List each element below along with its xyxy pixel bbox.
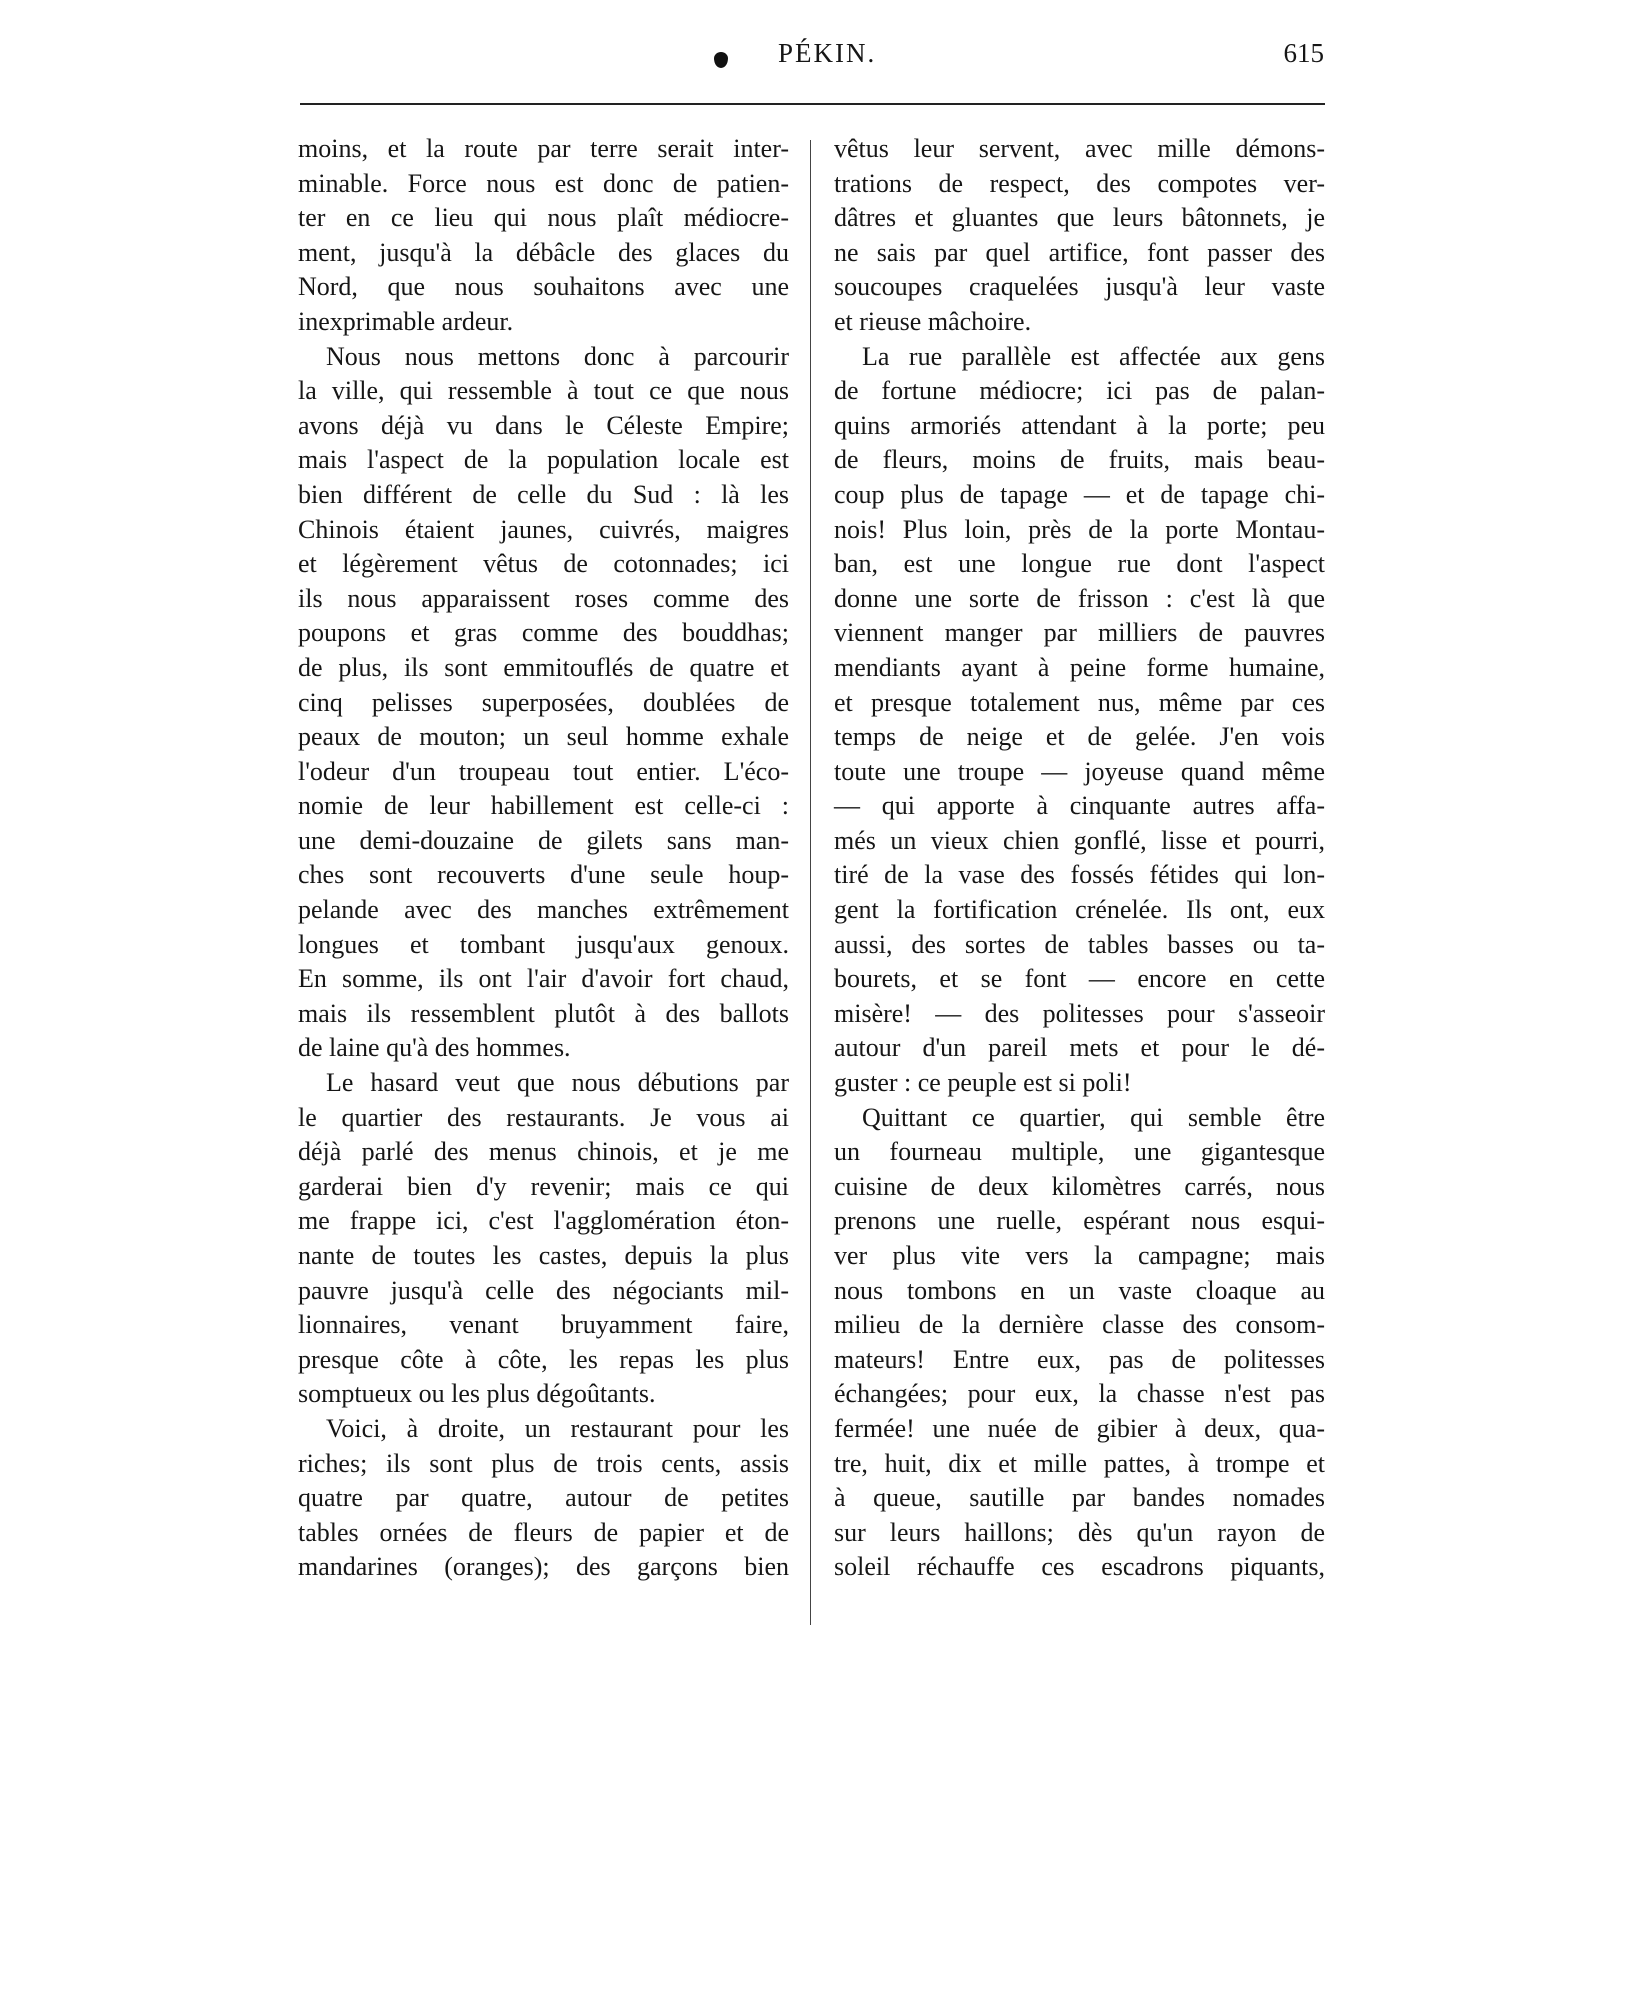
text-line: Nous nous mettons donc à parcourir [326, 341, 789, 371]
text-line: presque côte à côte, les repas les plus [298, 1344, 789, 1374]
text-line: toute une troupe — joyeuse quand même [834, 756, 1325, 786]
text-line: nous tombons en un vaste cloaque au [834, 1275, 1325, 1305]
text-line: nois! Plus loin, près de la porte Montau- [834, 514, 1325, 544]
text-line: En somme, ils ont l'air d'avoir fort chaud, [298, 964, 789, 994]
text-line: viennent manger par milliers de pauvres [834, 618, 1325, 648]
text-line: ter en ce lieu qui nous plaît médiocre- [298, 203, 789, 233]
text-line: pauvre jusqu'à celle des négociants mil- [298, 1275, 789, 1305]
left-column [298, 132, 789, 1585]
text-line: de laine qu'à des hommes. [298, 1033, 571, 1063]
running-title: PÉKIN. [778, 38, 877, 68]
text-line: un fourneau multiple, une gigantesque [834, 1137, 1325, 1167]
text-line: la ville, qui ressemble à tout ce que nous [298, 376, 789, 406]
text-line: ne sais par quel artifice, font passer des [834, 237, 1325, 267]
text-line: Chinois étaient jaunes, cuivrés, maigres [298, 514, 789, 544]
text-line: mais ils ressemblent plutôt à des ballots [298, 998, 789, 1028]
text-line: l'odeur d'un troupeau tout entier. L'éco- [298, 756, 789, 786]
text-line: ment, jusqu'à la débâcle des glaces du [298, 237, 789, 267]
text-line: trations de respect, des compotes ver- [834, 168, 1325, 198]
text-line: de fleurs, moins de fruits, mais beau- [834, 445, 1325, 475]
text-line: de plus, ils sont emmitouflés de quatre et [298, 652, 789, 682]
text-line: peaux de mouton; un seul homme exhale [298, 722, 789, 752]
text-line: aussi, des sortes de tables basses ou ta- [834, 929, 1325, 959]
text-line: bien différent de celle du Sud : là les [298, 479, 789, 509]
text-line: Nord, que nous souhaitons avec une [298, 272, 789, 302]
text-line: cuisine de deux kilomètres carrés, nous [834, 1171, 1325, 1201]
text-line: temps de neige et de gelée. J'en vois [834, 722, 1325, 752]
text-line: et légèrement vêtus de cotonnades; ici [298, 549, 789, 579]
text-line: soucoupes craquelées jusqu'à leur vaste [834, 272, 1325, 302]
text-line: Le hasard veut que nous débutions par [326, 1068, 789, 1098]
text-line: dâtres et gluantes que leurs bâtonnets, je [834, 203, 1325, 233]
text-line: pelande avec des manches extrêmement [298, 895, 789, 925]
text-line: me frappe ici, c'est l'agglomération éton- [298, 1206, 789, 1236]
right-column [834, 132, 1325, 1585]
text-line: quatre par quatre, autour de petites [298, 1483, 789, 1513]
text-line: sur leurs haillons; dès qu'un rayon de [834, 1517, 1325, 1547]
text-line: bourets, et se font — encore en cette [834, 964, 1325, 994]
text-line: avons déjà vu dans le Céleste Empire; [298, 410, 789, 440]
text-line: mandarines (oranges); des garçons bien [298, 1552, 789, 1582]
text-line: més un vieux chien gonflé, lisse et pourri, [834, 825, 1325, 855]
text-line: La rue parallèle est affectée aux gens [862, 341, 1325, 371]
text-line: et rieuse mâchoire. [834, 306, 1032, 336]
text-line: le quartier des restaurants. Je vous ai [298, 1102, 789, 1132]
text-line: ban, est une longue rue dont l'aspect [834, 549, 1325, 579]
text-line: de fortune médiocre; ici pas de palan- [834, 376, 1325, 406]
paragraph [298, 1066, 789, 1412]
text-line: tiré de la vase des fossés fétides qui lon- [834, 860, 1325, 890]
text-line: ver plus vite vers la campagne; mais [834, 1241, 1325, 1270]
text-line: ils nous apparaissent roses comme des [298, 583, 789, 613]
text-line: lionnaires, venant bruyamment faire, [298, 1310, 789, 1340]
text-line: quins armoriés attendant à la porte; peu [834, 410, 1325, 440]
paragraph [834, 1101, 1325, 1585]
text-line: coup plus de tapage — et de tapage chi- [834, 479, 1325, 509]
paragraph [834, 132, 1325, 340]
text-line: une demi-douzaine de gilets sans man- [298, 825, 789, 855]
text-line: autour d'un pareil mets et pour le dé- [834, 1033, 1325, 1063]
text-line: soleil réchauffe ces escadrons piquants, [834, 1552, 1325, 1582]
text-line: prenons une ruelle, espérant nous esqui- [834, 1206, 1325, 1236]
text-line: — qui apporte à cinquante autres affa- [834, 791, 1325, 821]
text-line: cinq pelisses superposées, doublées de [298, 687, 789, 717]
text-line: mais l'aspect de la population locale est [298, 445, 789, 475]
text-line: gent la fortification crénelée. Ils ont, eux [834, 895, 1325, 925]
text-line: Quittant ce quartier, qui semble être [862, 1102, 1325, 1132]
text-line: échangées; pour eux, la chasse n'est pas [834, 1379, 1325, 1409]
text-line: et presque totalement nus, même par ces [834, 687, 1325, 717]
header-ornament-bullet [714, 52, 728, 68]
paragraph [298, 340, 789, 1066]
text-line: Voici, à droite, un restaurant pour les [326, 1413, 789, 1443]
text-line: inexprimable ardeur. [298, 306, 514, 336]
text-line: minable. Force nous est donc de patien- [298, 168, 789, 198]
text-line: mendiants ayant à peine forme humaine, [834, 652, 1325, 682]
paragraph [834, 340, 1325, 1101]
text-line: donne une sorte de frisson : c'est là que [834, 583, 1325, 613]
text-line: à queue, sautille par bandes nomades [834, 1483, 1325, 1513]
text-line: mateurs! Entre eux, pas de politesses [834, 1344, 1325, 1374]
column-divider [810, 140, 811, 1625]
paragraph [298, 1412, 789, 1585]
text-line: somptueux ou les plus dégoûtants. [298, 1379, 656, 1409]
text-line: longues et tombant jusqu'aux genoux. [298, 929, 789, 959]
text-line: misère! — des politesses pour s'asseoir [834, 998, 1325, 1028]
header-rule [300, 103, 1325, 105]
text-line: tables ornées de fleurs de papier et de [298, 1517, 789, 1547]
text-line: riches; ils sont plus de trois cents, assis [298, 1448, 789, 1478]
text-line: fermée! une nuée de gibier à deux, qua- [834, 1413, 1325, 1443]
text-line: vêtus leur servent, avec mille démons- [834, 134, 1325, 163]
text-line: nante de toutes les castes, depuis la plus [298, 1241, 789, 1270]
text-line: milieu de la dernière classe des consom- [834, 1310, 1325, 1340]
text-line: nomie de leur habillement est celle-ci : [298, 791, 789, 821]
text-line: tre, huit, dix et mille pattes, à trompe et [834, 1448, 1325, 1478]
text-line: ches sont recouverts d'une seule houp- [298, 860, 789, 890]
paragraph [298, 132, 789, 340]
text-line: guster : ce peuple est si poli! [834, 1068, 1132, 1098]
text-line: poupons et gras comme des bouddhas; [298, 618, 789, 648]
text-line: moins, et la route par terre serait inter- [298, 134, 789, 163]
text-line: garderai bien d'y revenir; mais ce qui [298, 1171, 789, 1201]
page-number: 615 [1283, 38, 1324, 68]
text-line: déjà parlé des menus chinois, et je me [298, 1137, 789, 1167]
